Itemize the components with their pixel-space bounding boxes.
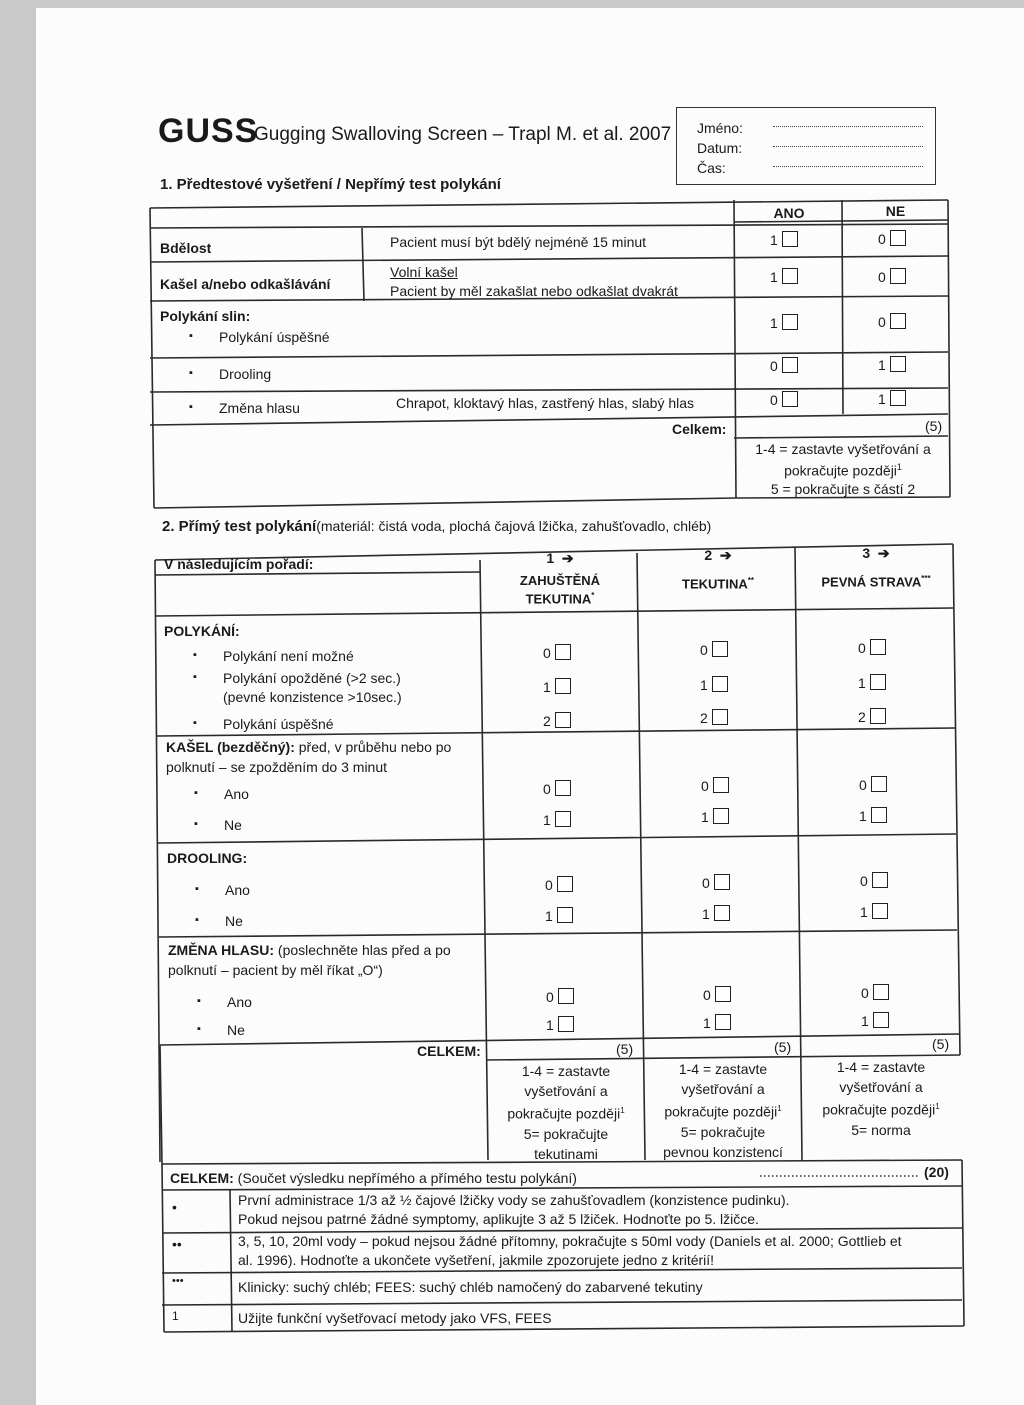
- c3-voice-1-checkbox[interactable]: 1: [861, 1012, 889, 1029]
- row-saliva-success: ▪ Polykání úspěšné: [219, 329, 330, 345]
- cough-title: KAŠEL (bezděčný): před, v průběhu nebo po: [166, 739, 452, 755]
- name-label: Jméno:: [697, 120, 743, 136]
- swallow-success: ▪ Polykání úspěšné: [223, 716, 334, 732]
- row-drooling-label: ▪ Drooling: [219, 366, 271, 382]
- c1-swallow-2-checkbox[interactable]: 2: [543, 712, 571, 729]
- c2-total-max: (5): [774, 1039, 792, 1055]
- c1-voice-1-checkbox[interactable]: 1: [546, 1016, 574, 1033]
- part1-total-label: Celkem:: [672, 421, 727, 437]
- c2-drool-1-checkbox[interactable]: 1: [702, 905, 730, 922]
- c2-instruction-note: 1-4 = zastavte vyšetřování a pokračujte později$^1$ 5= pokračujte pevnou konzistencí: [663, 1061, 783, 1160]
- row-voice-label: ▪ Změna hlasu: [219, 400, 300, 416]
- c2-voice-1-checkbox[interactable]: 1: [703, 1014, 731, 1031]
- alertness-no-checkbox[interactable]: 0: [878, 230, 906, 247]
- swallow-delayed: ▪ Polykání opožděné (>2 sec.): [223, 670, 401, 686]
- c3-cough-0-checkbox[interactable]: 0: [859, 776, 887, 793]
- drooling-no-checkbox[interactable]: 1: [878, 356, 906, 373]
- cough-no-label: ▪ Ne: [224, 817, 242, 833]
- form-subtitle: Gugging Swalloving Screen – Trapl M. et al. 2007: [254, 124, 672, 145]
- c3-voice-0-checkbox[interactable]: 0: [861, 984, 889, 1001]
- c1-drool-1-checkbox[interactable]: 1: [545, 907, 573, 924]
- col1-header: 1 ➔ ZAHUŠTĚNÁ TEKUTINA*: [519, 550, 601, 607]
- date-field[interactable]: [697, 140, 929, 156]
- col-no-header: NE: [885, 203, 906, 219]
- c3-drool-0-checkbox[interactable]: 0: [860, 872, 888, 889]
- cough-text: polknutí – se zpožděním do 3 minut: [166, 759, 388, 775]
- c1-cough-1-checkbox[interactable]: 1: [543, 811, 571, 828]
- voice-no-checkbox[interactable]: 1: [878, 390, 906, 407]
- swallow-title: POLYKÁNÍ:: [164, 623, 240, 639]
- c1-instruction-note: 1-4 = zastavte vyšetřování a pokračujte později$^1$ 5= pokračujte tekutinami: [507, 1063, 625, 1162]
- voice-yes-checkbox[interactable]: 0: [770, 391, 798, 408]
- c2-voice-0-checkbox[interactable]: 0: [703, 986, 731, 1003]
- drooling-title: DROOLING:: [167, 850, 248, 866]
- c2-cough-1-checkbox[interactable]: 1: [701, 808, 729, 825]
- voice-text: polknutí – pacient by měl říkat „O“): [168, 962, 383, 978]
- name-field[interactable]: [697, 120, 929, 136]
- row-cough-desc2: Pacient by měl zakašlat nebo odkašlat dvakrát: [390, 283, 678, 299]
- c1-drool-0-checkbox[interactable]: 0: [545, 876, 573, 893]
- time-field[interactable]: [697, 160, 929, 176]
- voice-no-label: ▪ Ne: [227, 1022, 245, 1038]
- drooling-yes-label: ▪ Ano: [225, 882, 250, 898]
- c3-swallow-0-checkbox[interactable]: 0: [858, 639, 886, 656]
- part2-total-label: CELKEM:: [417, 1043, 481, 1059]
- c2-cough-0-checkbox[interactable]: 0: [701, 777, 729, 794]
- row-alertness-desc: Pacient musí být bdělý nejméně 15 minut: [390, 234, 647, 250]
- part1-title: 1. Předtestové vyšetření / Nepřímý test polykání: [160, 176, 501, 193]
- saliva-no-checkbox[interactable]: 0: [878, 313, 906, 330]
- patient-id-box: [676, 107, 936, 185]
- form-code-title: GUSS: [158, 112, 259, 150]
- grand-total-field[interactable]: [760, 1164, 920, 1180]
- c1-cough-0-checkbox[interactable]: 0: [543, 780, 571, 797]
- cough-yes-label: ▪ Ano: [224, 786, 249, 802]
- footnote-4-mark: 1: [172, 1309, 179, 1323]
- row-alertness-label: Bdělost: [160, 240, 212, 256]
- c3-cough-1-checkbox[interactable]: 1: [859, 807, 887, 824]
- c2-swallow-2-checkbox[interactable]: 2: [700, 709, 728, 726]
- grand-total-label: CELKEM: (Součet výsledku nepřímého a přímého testu polykání): [170, 1170, 577, 1186]
- grand-total-max: (20): [924, 1164, 949, 1180]
- date-label: Datum:: [697, 140, 743, 156]
- voice-title: ZMĚNA HLASU: (poslechněte hlas před a po: [168, 942, 451, 958]
- col3-header: 3 ➔ PEVNÁ STRAVA***: [821, 545, 931, 590]
- saliva-yes-checkbox[interactable]: 1: [770, 314, 798, 331]
- row-cough-desc1: Volní kašel: [390, 264, 458, 280]
- c1-swallow-0-checkbox[interactable]: 0: [543, 644, 571, 661]
- drooling-yes-checkbox[interactable]: 0: [770, 357, 798, 374]
- c1-voice-0-checkbox[interactable]: 0: [546, 988, 574, 1005]
- part1-instruction-note: 1-4 = zastavte vyšetřování a pokračujte později$^1$ 5 = pokračujte s částí 2: [755, 441, 931, 497]
- time-label: Čas:: [697, 160, 726, 176]
- c2-drool-0-checkbox[interactable]: 0: [702, 874, 730, 891]
- footnote-1-mark: •: [172, 1199, 177, 1215]
- part2-title: 2. Přímý test polykání(materiál: čistá voda, plochá čajová lžička, zahušťovadlo, chléb): [162, 518, 712, 535]
- footnote-3-text: Klinicky: suchý chléb; FEES: suchý chléb namočený do zabarvené tekutiny: [238, 1279, 703, 1295]
- row-saliva-label: Polykání slin:: [160, 308, 251, 324]
- c2-swallow-1-checkbox[interactable]: 1: [700, 676, 728, 693]
- c3-total-max: (5): [932, 1036, 950, 1052]
- c3-swallow-1-checkbox[interactable]: 1: [858, 674, 886, 691]
- col2-header: 2 ➔ TEKUTINA**: [682, 547, 754, 592]
- cough-yes-checkbox[interactable]: 1: [770, 268, 798, 285]
- swallow-delayed-solid: (pevné konzistence >10sec.): [223, 689, 402, 705]
- voice-yes-label: ▪ Ano: [227, 994, 252, 1010]
- c1-swallow-1-checkbox[interactable]: 1: [543, 678, 571, 695]
- part1-total-max: (5): [925, 418, 943, 434]
- c1-total-max: (5): [616, 1041, 634, 1057]
- c3-swallow-2-checkbox[interactable]: 2: [858, 708, 886, 725]
- col-yes-header: ANO: [773, 205, 805, 221]
- alertness-yes-checkbox[interactable]: 1: [770, 231, 798, 248]
- c2-swallow-0-checkbox[interactable]: 0: [700, 641, 728, 658]
- cough-no-checkbox[interactable]: 0: [878, 268, 906, 285]
- row-cough-label: Kašel a/nebo odkašlávání: [160, 276, 331, 292]
- c3-instruction-note: 1-4 = zastavte vyšetřování a pokračujte později$^1$ 5= norma: [822, 1059, 940, 1138]
- footnote-2-text: 3, 5, 10, 20ml vody – pokud nejsou žádné přítomny, pokračujte s 50ml vody (Daniels et al. 2000; Gottlieb et al. 1996). Hodnoťte a ukončete vyšetření, jakmile zpozorujete jedno z kritérií!: [238, 1233, 902, 1268]
- footnote-1-text: První administrace 1/3 až ½ čajové lžičky vody se zahušťovadlem (konzistence pudinku). Pokud nejsou patrné žádné symptomy, aplikujte 3 až 5 lžiček. Hodnoťte po 5. lžičce.: [238, 1192, 790, 1227]
- swallow-not-possible: ▪ Polykání není možné: [223, 648, 354, 664]
- c3-drool-1-checkbox[interactable]: 1: [860, 903, 888, 920]
- footnote-2-mark: ••: [172, 1236, 182, 1252]
- drooling-no-label: ▪ Ne: [225, 913, 243, 929]
- row-voice-desc: Chrapot, kloktavý hlas, zastřený hlas, slabý hlas: [396, 395, 695, 411]
- footnote-3-mark: •••: [172, 1275, 184, 1287]
- order-label: V následujícím pořadí:: [164, 556, 314, 572]
- footnote-4-text: Užijte funkční vyšetřovací metody jako VFS, FEES: [238, 1310, 552, 1326]
